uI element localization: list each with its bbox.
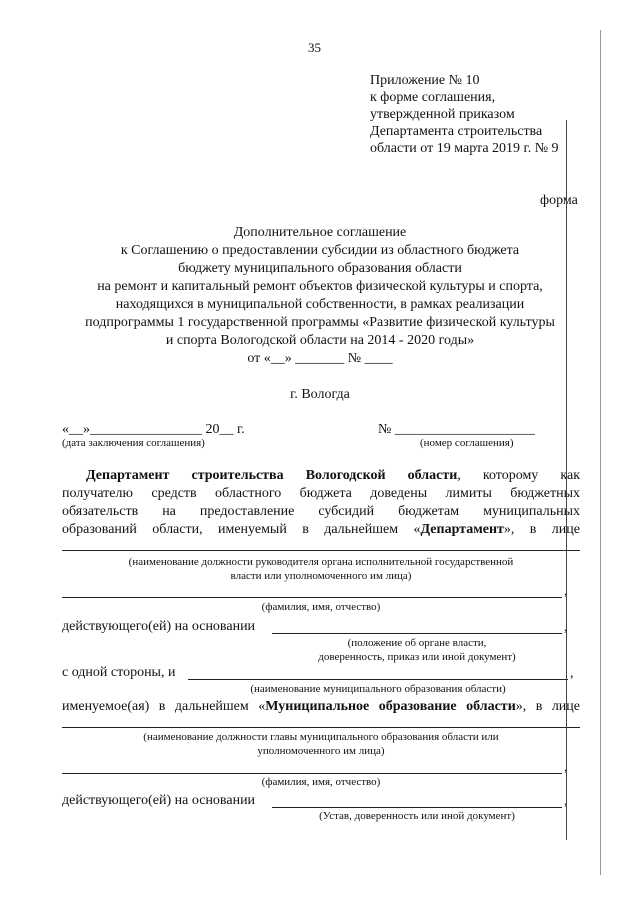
scan-artifact-line-1 xyxy=(566,120,567,840)
agreement-number-caption: (номер соглашения) xyxy=(420,437,514,449)
acting-basis-label-1: действующего(ей) на основании xyxy=(62,619,256,634)
appendix-line-5: области от 19 марта 2019 г. № 9 xyxy=(370,141,559,156)
appendix-line-3: утвержденной приказом xyxy=(370,107,515,122)
basis-caption-2: (Устав, доверенность или иной документ) xyxy=(319,810,515,822)
fio-fill-line-2[interactable] xyxy=(62,773,562,774)
body-line-1-rest: , которому как xyxy=(457,468,580,483)
scan-artifact-line-2 xyxy=(600,30,601,875)
body-line-3: обязательств на предоставление субсидий бюджетам муниципальных xyxy=(62,504,580,519)
title-line-5: находящихся в муниципальной собственности, в рамках реализации xyxy=(115,297,525,312)
fio-comma-2: , xyxy=(564,760,568,775)
basis-caption-1b: доверенность, приказ или иной документ) xyxy=(318,651,516,663)
page-number: 35 xyxy=(308,40,321,55)
official-caption-2: власти или уполномоченного им лица) xyxy=(230,570,412,582)
appendix-line-2: к форме соглашения, xyxy=(370,90,496,105)
appendix-line-1: Приложение № 10 xyxy=(370,73,480,88)
basis-fill-line-2[interactable] xyxy=(272,807,562,808)
department-name: Департамент строительства Вологодской области xyxy=(86,468,458,483)
mo-name-caption: (наименование муниципального образования области) xyxy=(250,683,506,695)
named-line xyxy=(62,699,580,715)
official-caption-1: (наименование должности руководителя органа исполнительной государственной xyxy=(128,556,514,568)
fio-fill-line-1[interactable] xyxy=(62,597,562,598)
title-line-3: бюджету муниципального образования области xyxy=(178,261,462,276)
head-caption-1: (наименование должности главы муниципального образования области или xyxy=(143,731,499,743)
title-line-8: от «__» _______ № ____ xyxy=(247,351,393,366)
basis-fill-line-1[interactable] xyxy=(272,633,562,634)
title-line-2: к Соглашению о предоставлении субсидии из областного бюджета xyxy=(120,243,520,258)
title-line-7: и спорта Вологодской области на 2014 - 2020 годы» xyxy=(165,333,475,348)
body-line-2: получателю средств областного бюджета доведены лимиты бюджетных xyxy=(62,486,580,501)
title-line-6: подпрограммы 1 государственной программы «Развитие физической культуры xyxy=(85,315,555,330)
head-caption-2: уполномоченного им лица) xyxy=(257,745,385,757)
basis-comma-2: , xyxy=(564,794,568,809)
acting-basis-label-2: действующего(ей) на основании xyxy=(62,793,256,808)
fio-comma-1: , xyxy=(564,584,568,599)
mo-name-comma: , xyxy=(570,666,574,681)
fio-caption-1: (фамилия, имя, отчество) xyxy=(261,601,381,613)
body-line-4-start: образований области, именуемый в дальнейшем « xyxy=(62,522,421,537)
named-end: », в лице xyxy=(515,699,581,714)
agreement-date: «__»________________ 20__ г. xyxy=(62,422,245,437)
official-fill-line[interactable] xyxy=(62,550,580,551)
agreement-number: № ____________________ xyxy=(378,422,535,437)
basis-caption-1a: (положение об органе власти, xyxy=(347,637,487,649)
agreement-date-caption: (дата заключения соглашения) xyxy=(62,437,205,449)
body-line-4 xyxy=(62,522,580,538)
head-fill-line[interactable] xyxy=(62,727,580,728)
title-line-4: на ремонт и капитальный ремонт объектов физической культуры и спорта, xyxy=(97,279,543,294)
basis-comma-1: , xyxy=(564,620,568,635)
municipality-short: Муниципальное образование области xyxy=(265,699,516,714)
appendix-line-4: Департамента строительства xyxy=(370,124,543,139)
forma-label: форма xyxy=(540,193,578,208)
mo-name-fill-line[interactable] xyxy=(188,679,568,680)
body-line-4-end: », в лице xyxy=(503,522,580,537)
title-line-1: Дополнительное соглашение xyxy=(233,225,407,240)
department-short: Департамент xyxy=(420,522,504,537)
body-line-1 xyxy=(86,468,580,484)
fio-caption-2: (фамилия, имя, отчество) xyxy=(261,776,381,788)
one-side-label: с одной стороны, и xyxy=(62,665,176,680)
named-start: именуемое(ая) в дальнейшем « xyxy=(62,699,266,714)
city: г. Вологда xyxy=(290,387,350,402)
